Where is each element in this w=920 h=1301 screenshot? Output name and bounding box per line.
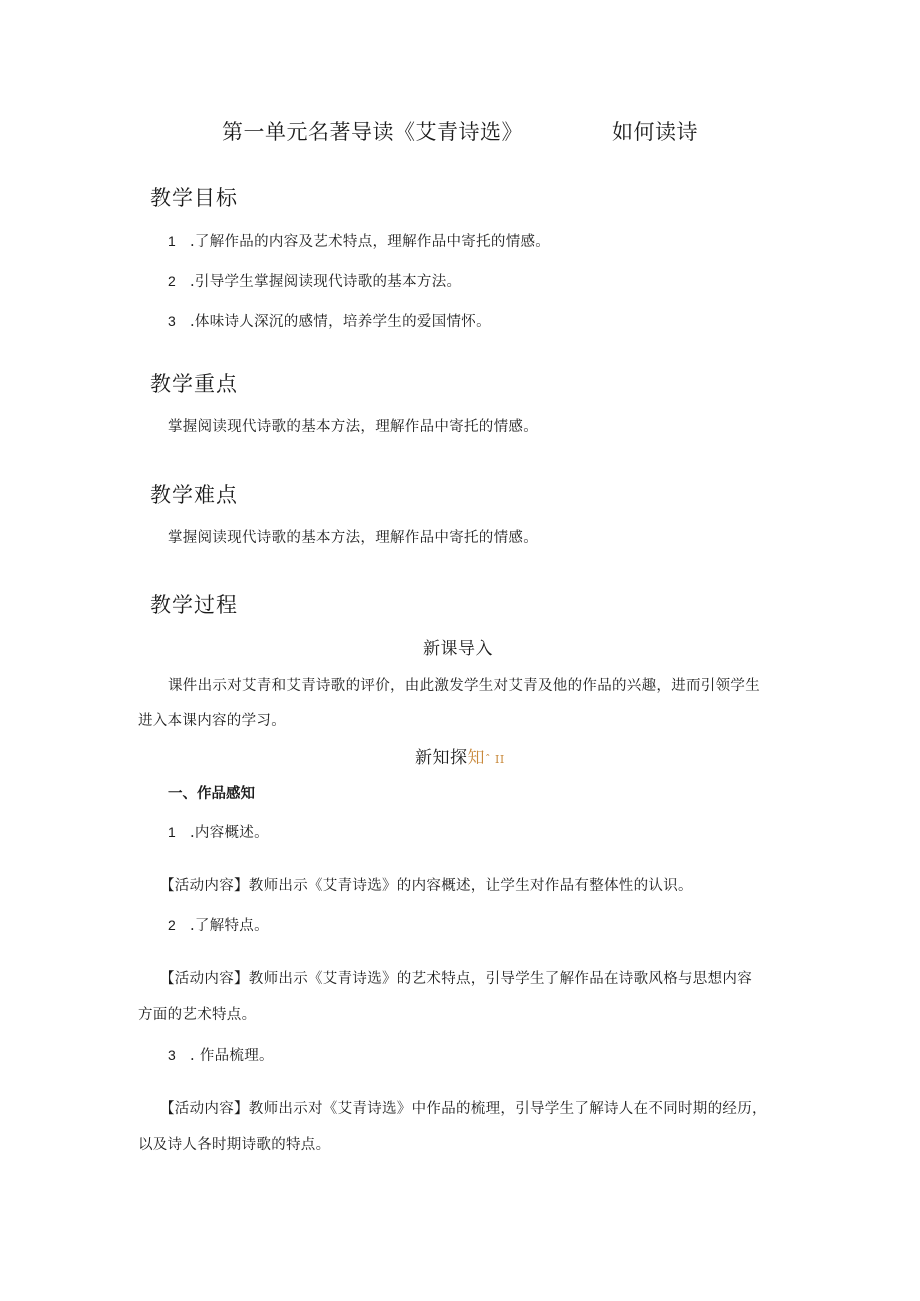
objective-text: .了解作品的内容及艺术特点，理解作品中寄托的情感。: [190, 234, 551, 250]
activity-3-line-2: 以及诗人各时期诗歌的特点。: [138, 1137, 331, 1153]
item-number: 2: [168, 917, 177, 933]
item-text: .了解特点。: [190, 918, 269, 934]
objective-item-3: [168, 310, 491, 331]
difficulties-text: 掌握阅读现代诗歌的基本方法，理解作品中寄托的情感。: [168, 530, 538, 546]
section-1-item-1: [168, 821, 269, 842]
objective-item-2: [168, 270, 461, 291]
document-title: 第一单元名著导读《艾青诗选》: [222, 120, 523, 144]
section-1-item-3: [168, 1044, 274, 1065]
objective-number: 3: [168, 313, 177, 329]
item-number: 1: [168, 824, 177, 840]
section-1-item-2: [168, 914, 269, 935]
objective-text: .体味诗人深沉的感情，培养学生的爱国情怀。: [190, 314, 491, 330]
explore-heading-tail: ˆ II: [485, 753, 505, 766]
intro-paragraph-line-2: 进入本课内容的学习。: [138, 713, 286, 729]
section-1-heading: 一、作品感知: [168, 786, 255, 802]
process-heading: 教学过程: [150, 593, 238, 617]
item-text: . 作品梳理。: [190, 1048, 274, 1064]
objective-text: .引导学生掌握阅读现代诗歌的基本方法。: [190, 274, 462, 290]
item-number: 3: [168, 1047, 177, 1063]
difficulties-heading: 教学难点: [150, 483, 238, 507]
objective-item-1: [168, 230, 550, 251]
objectives-heading: 教学目标: [150, 186, 238, 210]
key-points-heading: 教学重点: [150, 372, 238, 396]
activity-3-line-1: 【活动内容】教师出示对《艾青诗选》中作品的梳理，引导学生了解诗人在不同时期的经历，: [160, 1101, 767, 1117]
activity-2-line-1: 【活动内容】教师出示《艾青诗选》的艺术特点，引导学生了解作品在诗歌风格与思想内容: [160, 971, 752, 987]
activity-2-line-2: 方面的艺术特点。: [138, 1007, 257, 1023]
intro-paragraph-line-1: 课件出示对艾青和艾青诗歌的评价，由此激发学生对艾青及他的作品的兴趣，进而引领学生: [168, 678, 760, 694]
objective-number: 2: [168, 273, 177, 289]
objective-number: 1: [168, 233, 177, 249]
explore-heading-main: 新知探: [415, 748, 468, 768]
key-points-text: 掌握阅读现代诗歌的基本方法，理解作品中寄托的情感。: [168, 419, 538, 435]
explore-heading: [415, 743, 505, 768]
activity-1-line-1: 【活动内容】教师出示《艾青诗选》的内容概述，让学生对作品有整体性的认识。: [160, 878, 693, 894]
item-text: .内容概述。: [190, 825, 269, 841]
explore-heading-accent: 知: [467, 748, 485, 768]
document-subtitle: 如何读诗: [612, 120, 698, 144]
intro-heading: 新课导入: [423, 639, 493, 659]
